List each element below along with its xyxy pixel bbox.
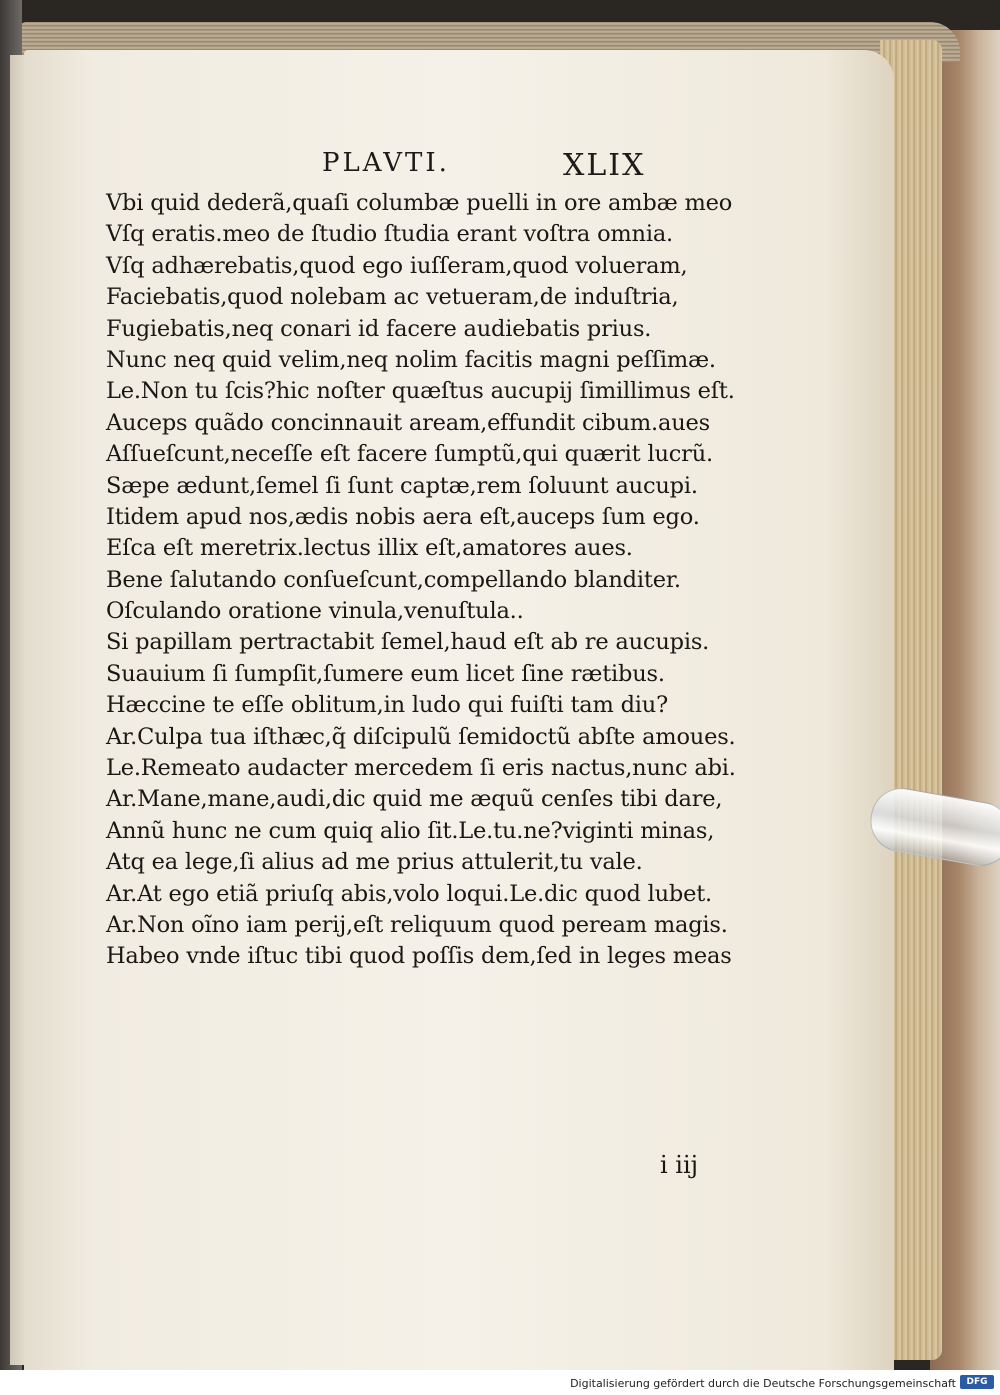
signature-mark: i iij [660, 1151, 699, 1179]
verse-line: Atq ea lege,ſi alius ad me prius attulerit,tu vale. [106, 849, 643, 876]
verse-line: Eſca eſt meretrix.lectus illix eſt,amatores aues. [106, 535, 633, 562]
verse-line: Suauium ſi ſumpſit,ſumere eum licet ſine rætibus. [106, 660, 665, 687]
verse-line: Auceps quãdo concinnauit aream,effundit cibum.aues [106, 409, 710, 436]
verse-line: Habeo vnde iſtuc tibi quod poſſis dem,ſed in leges meas [106, 943, 732, 970]
verse-line: Nunc neq quid velim,neq nolim facitis magni peſſimæ. [106, 346, 716, 373]
verse-line: Si papillam pertractabit ſemel,haud eſt ab re aucupis. [106, 629, 710, 656]
dfg-logo: DFG [960, 1375, 994, 1389]
verse-line: Oſculando oratione vinula,venuſtula.. [106, 598, 524, 625]
verse-line: Annũ hunc ne cum quiq alio ſit.Le.tu.ne?viginti minas, [106, 817, 715, 844]
verse-line: Ar.Culpa tua iſthæc,q̃ diſcipulũ ſemidoctũ abſte amoues. [106, 723, 736, 750]
verse-line: Faciebatis,quod nolebam ac vetueram,de induſtria, [106, 284, 679, 311]
verse-line: Vbi quid dederã,quaſi columbæ puelli in ore ambæ meo [106, 190, 733, 216]
verse-line: Le.Remeato audacter mercedem ſi eris nactus,nunc abi. [106, 755, 736, 782]
verse-line: Ar.At ego etiã priuſq abis,volo loqui.Le.dic quod lubet. [106, 880, 713, 907]
verse-line: Itidem apud nos,ædis nobis aera eſt,auceps ſum ego. [106, 503, 700, 530]
verse-text-block [106, 188, 766, 973]
verse-line: Hæccine te eſſe oblitum,in ludo qui fuiſti tam diu? [106, 692, 668, 719]
verse-line: Sæpe ædunt,ſemel ſi ſunt captæ,rem ſoluunt aucupi. [106, 472, 698, 499]
verse-line: Aſſueſcunt,neceſſe eſt facere ſumptũ,qui quærit lucrũ. [106, 441, 713, 468]
verse-line: Ar.Non oĩno iam perij,eſt reliquum quod peream magis. [106, 911, 728, 938]
running-head: PLAVTI. [322, 148, 450, 178]
folio-number: XLIX [563, 148, 646, 183]
verse-line: Ar.Mane,mane,audi,dic quid me æquũ cenſes tibi dare, [106, 786, 723, 813]
verse-line: Bene ſalutando conſueſcunt,compellando blanditer. [106, 566, 681, 593]
footer-credit: Digitalisierung gefördert durch die Deutsche Forschungsgemeinschaft [570, 1377, 956, 1390]
verse-line: Le.Non tu ſcis?hic noſter quæſtus aucupij ſimillimus eſt. [106, 378, 735, 405]
verse-line: Fugiebatis,neq conari id facere audiebatis prius. [106, 315, 652, 342]
verse-line: Vſq adhærebatis,quod ego iuſſeram,quod volueram, [106, 252, 688, 279]
verse-line: Vſq eratis.meo de ſtudio ſtudia erant voſtra omnia. [106, 221, 674, 248]
